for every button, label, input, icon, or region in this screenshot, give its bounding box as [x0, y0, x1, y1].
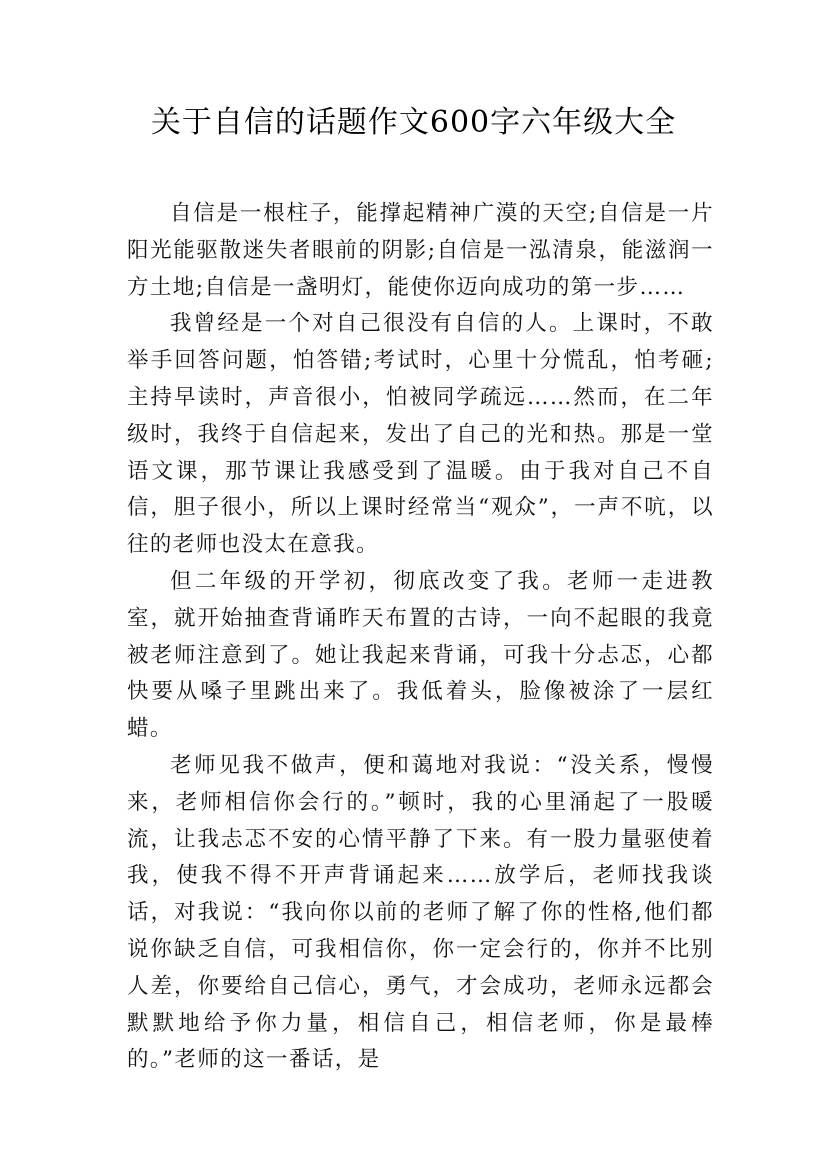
- paragraph-4: 老师见我不做声，便和蔼地对我说：“没关系，慢慢来，老师相信你会行的。”顿时，我的心里涌起了一股暖流，让我忐忑不安的心情平静了下来。有一股力量驱使着我，使我不得不开声背诵起来……放学后，老师找我谈话，对我说：“我向你以前的老师了解了你的性格,他们都说你缺乏自信，可我相信你，你一定会行的，你并不比别人差，你要给自己信心，勇气，才会成功，老师永远都会默默地给予你力量，相信自己，相信老师，你是最棒的。”老师的这一番话，是: [127, 752, 714, 1073]
- paragraph-1: 自信是一根柱子，能撑起精神广漠的天空;自信是一片阳光能驱散迷失者眼前的阴影;自信是一泓清泉，能滋润一方土地;自信是一盏明灯，能使你迈向成功的第一步……: [127, 201, 714, 300]
- paragraph-2: 我曾经是一个对自己很没有自信的人。上课时，不敢举手回答问题，怕答错;考试时，心里十分慌乱，怕考砸;主持早读时，声音很小，怕被同学疏远……然而，在二年级时，我终于自信起来，发出了自己的光和热。那是一堂语文课，那节课让我感受到了温暖。由于我对自己不自信，胆子很小，所以上课时经常当“观众”，一声不吭，以往的老师也没太在意我。: [127, 311, 714, 558]
- document-title: 关于自信的话题作文600字六年级大全: [150, 105, 677, 140]
- document-body: [127, 196, 714, 1079]
- paragraph-3: 但二年级的开学初，彻底改变了我。老师一走进教室，就开始抽查背诵昨天布置的古诗，一向不起眼的我竟被老师注意到了。她让我起来背诵，可我十分忐忑，心都快要从嗓子里跳出来了。我低着头，脸像被涂了一层红蜡。: [127, 568, 714, 742]
